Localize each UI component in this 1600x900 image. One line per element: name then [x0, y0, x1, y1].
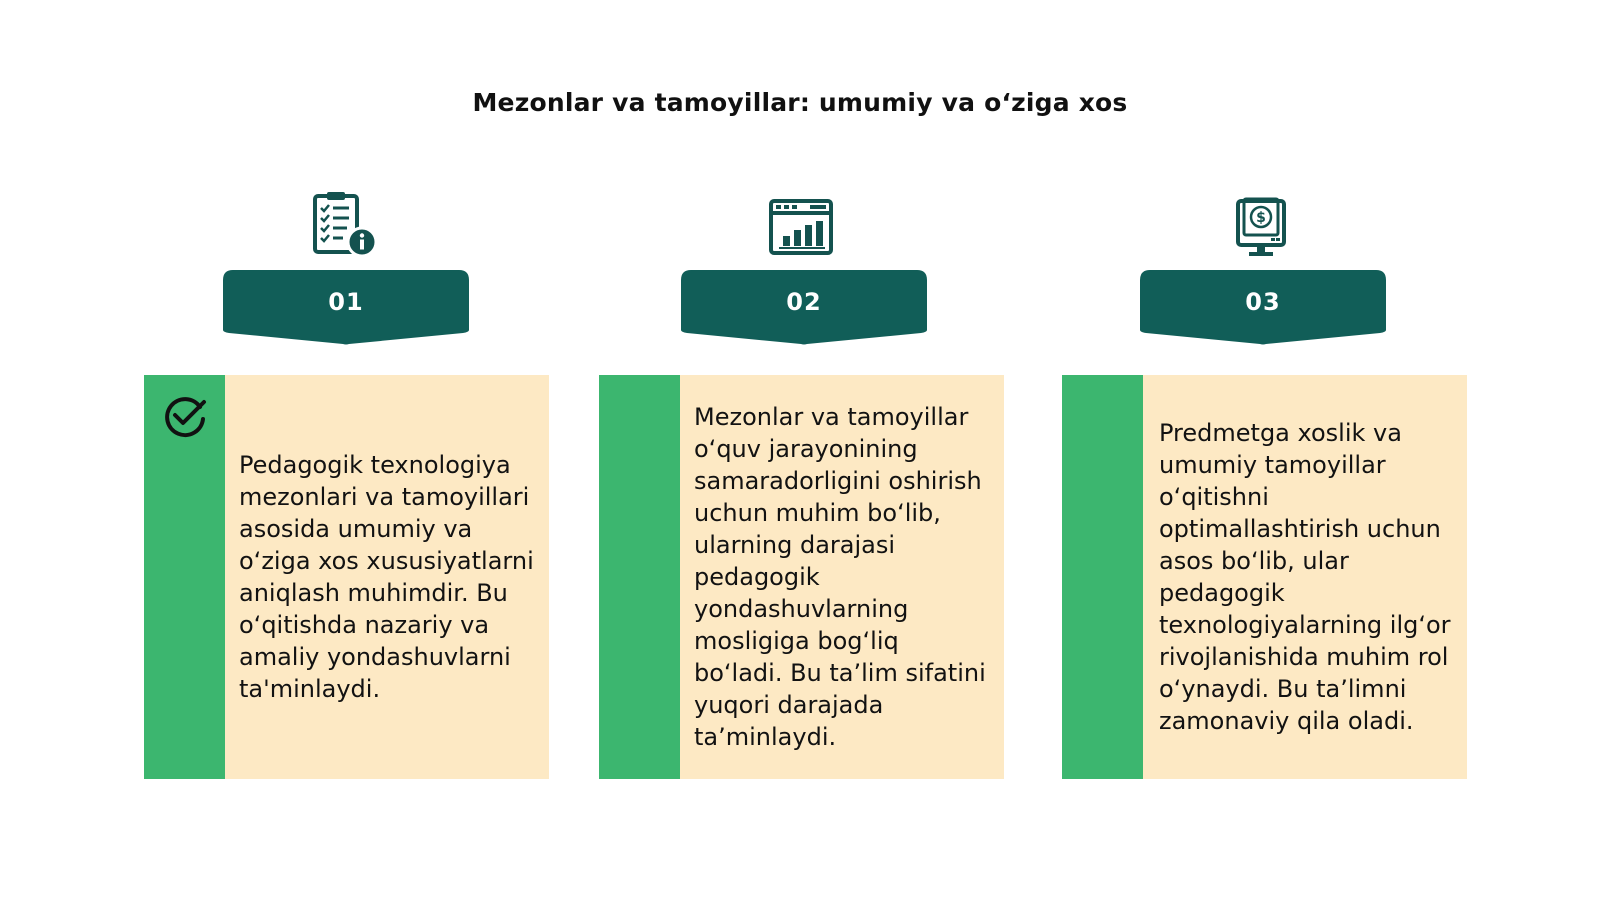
clipboard-checklist-info-icon: [311, 190, 379, 258]
card-accent-stripe: [1062, 375, 1143, 779]
badge-03: [1140, 270, 1386, 346]
monitor-dollar-icon: [1235, 196, 1287, 258]
badge-01: [223, 270, 469, 346]
page-title: Mezonlar va tamoyillar: umumiy va o‘ziga xos: [472, 88, 1128, 117]
badge-number: 01: [328, 288, 364, 316]
card-body: Mezonlar va tamoyillar o‘quv jarayonining samaradorligini oshirish uchun muhim bo‘lib, ularning darajasi pedagogik yondashuvlarning mosligiga bog‘liq bo‘ladi. Bu ta’lim sifatini yuqori darajada ta’minlaydi.: [694, 403, 986, 751]
card-body: Predmetga xoslik va umumiy tamoyillar o‘qitishni optimallashtirish uchun asos bo‘lib, ular pedagogik texnologiyalarning ilg‘or rivojlanishida muhim rol o‘ynaydi. Bu ta’limni zamonaviy qila oladi.: [1159, 419, 1451, 735]
badge-02: [681, 270, 927, 346]
badge-number: 03: [1245, 288, 1281, 316]
browser-bar-chart-icon: [768, 198, 834, 256]
card-text: [239, 375, 539, 779]
badge-number: 02: [786, 288, 822, 316]
card-03: [1062, 375, 1467, 779]
card-accent-stripe: [144, 375, 225, 779]
card-text: [1159, 375, 1459, 779]
svg-text:$: $: [1256, 210, 1266, 226]
card-text: [694, 375, 994, 779]
card-01: [144, 375, 549, 779]
check-circle-icon: [162, 393, 208, 439]
card-02: [599, 375, 1004, 779]
card-accent-stripe: [599, 375, 680, 779]
card-body: Pedagogik texnologiya mezonlari va tamoyillari asosida umumiy va o‘ziga xos xususiyatlarni aniqlash muhimdir. Bu o‘qitishda nazariy va amaliy yondashuvlarni ta'minlaydi.: [239, 451, 534, 703]
